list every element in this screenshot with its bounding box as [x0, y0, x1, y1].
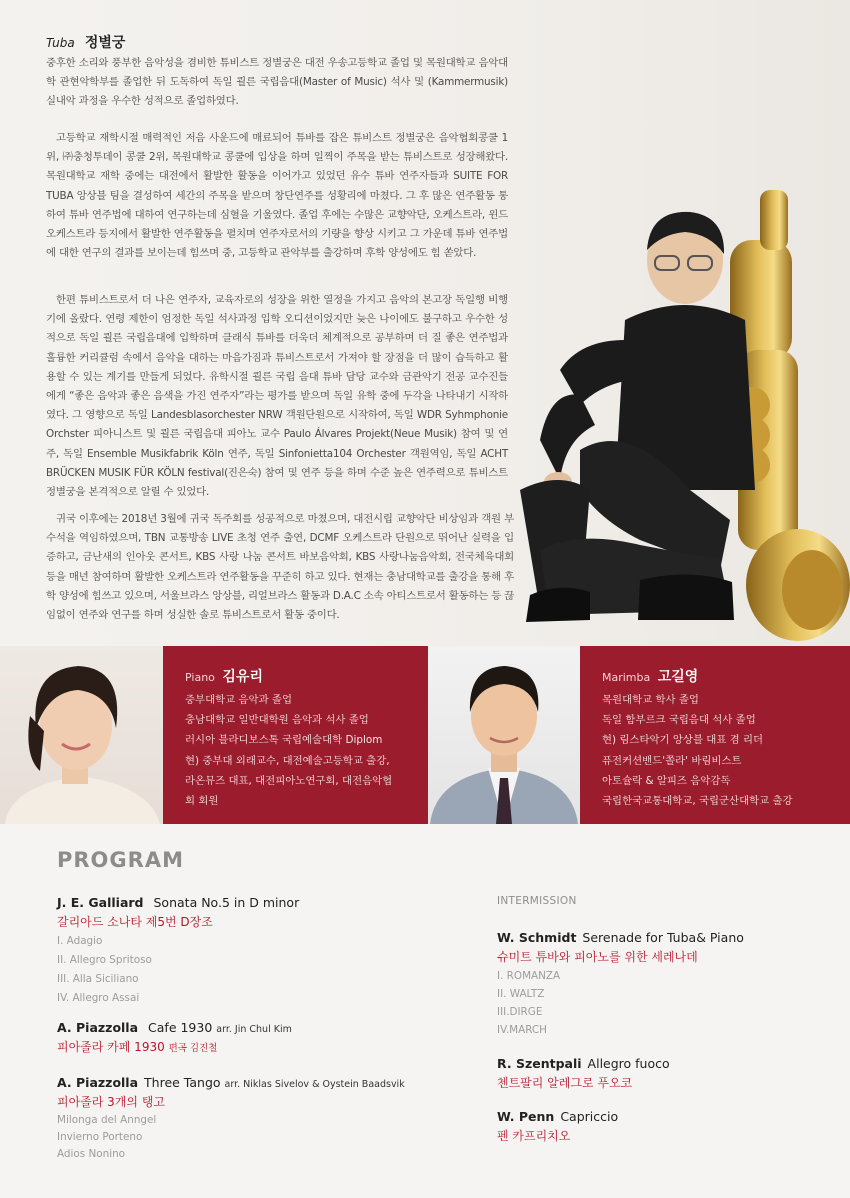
piano-player-name: 김유리 — [222, 669, 263, 685]
piece-title-line — [497, 1056, 670, 1071]
piece-title-line — [57, 1020, 292, 1035]
tuba-heading — [46, 32, 125, 52]
marimba-career-list — [602, 690, 850, 811]
tuba-player-name: 정별궁 — [84, 35, 126, 51]
piece-korean-title: 슈미트 튜바와 피아노를 위한 세레나데 — [497, 950, 698, 964]
list-item: 러시아 블라디보스톡 국립예술대학 Diplom — [185, 734, 383, 747]
movement: I. Adagio — [57, 935, 103, 947]
movement: III.DIRGE — [497, 1006, 543, 1018]
program-piece — [57, 1075, 405, 1163]
piece-korean-name: 피아졸라 카페 1930 — [57, 1040, 165, 1054]
tuba-bio-paragraph: 한편 튜비스트로서 더 나은 연주자, 교육자로의 성장을 위한 열정을 가지고 음악의 본고장 독일행 비행기에 올랐다. 연령 제한이 엄정한 독일 석사과정 입학 오디션이었지만 늦은 나이에도 불구하고 우수한 성적으로 독일 쾰른 국립음대에 입학하며 클래식 튜바를 더욱더 체계적으로 공부하며 더 질 좋은 연주법과 훌륭한 커리큘럼 속에서 음악을 대하는 마음가짐과 튜비스트로서 가져야 할 장점을 더 많이 습득하고 활용할 수 있는 계기를 만들게 되었다. 유학시절 쾰른 국립 음대 튜바 담당 교수와 금관악기 전공 교수진들에게 “좋은 음악과 좋은 음색을 가진 연주자”라는 평가를 받으며 독일 유학 중에 두각을 나타내기 시작하였다. 그 영향으로 독일 Landesblasorchester NRW 객원단원으로 시작하여, 독일 WDR Syhmphonie Orchster 피아니스트 및 쾰른 국립음대 피아노 교수 Paulo Álvares Projekt(Neue Musik) 참여 및 연주, 독일 Ensemble Musikfabrik Köln 연주, 독일 Sinfonietta104 Orchester 객원역임, 독일 ACHT BRÜCKEN MUSIK FÜR KÖLN festival(진은숙) 참여 및 연주 등을 하며 수준 높은 연주력으로 튜비스트 정별궁을 본격적으로 알릴 수 있었다. — [46, 294, 508, 499]
list-item: 중부대학교 음악과 졸업 — [185, 694, 292, 706]
piano-career-list — [185, 690, 428, 811]
movement: Invierno Porteno — [57, 1131, 143, 1143]
program-piece — [497, 930, 744, 1039]
piece-work: Sonata No.5 in D minor — [153, 895, 300, 910]
piece-work: Capriccio — [560, 1109, 619, 1124]
program-piece — [497, 1056, 670, 1091]
list-item: 현) 림스타악기 앙상블 대표 겸 리더 — [602, 734, 764, 747]
program-title: PROGRAM — [57, 848, 184, 872]
piece-title-line — [497, 930, 744, 945]
tuba-player-photo — [520, 190, 850, 646]
program-piece — [57, 1020, 292, 1055]
movement: Milonga del Anngel — [57, 1114, 157, 1126]
list-item: 아토슐락 & 알피즈 음악감독 — [602, 774, 731, 787]
performers-band — [0, 646, 850, 824]
marimba-player-name: 고길영 — [657, 669, 699, 685]
list-item: 현) 중부대 외래교수, 대전예술고등학교 출강, — [185, 754, 390, 767]
movement: II. WALTZ — [497, 988, 545, 1000]
movement: IV. Allegro Assai — [57, 992, 140, 1004]
movement: III. Alla Siciliano — [57, 973, 139, 985]
piece-korean-arranger: 편곡 김진철 — [168, 1043, 218, 1054]
piece-arranger: arr. Jin Chul Kim — [216, 1024, 292, 1035]
movement-list — [57, 932, 299, 1008]
piece-composer: R. Szentpali — [497, 1056, 582, 1071]
piece-work: Cafe 1930 — [148, 1020, 213, 1035]
piece-work: Serenade for Tuba& Piano — [582, 930, 744, 945]
list-item: 퓨전커션밴드'쫄라' 바림비스트 — [602, 754, 742, 767]
marimba-info-panel — [580, 646, 850, 824]
marimba-instrument-label: Marimba — [602, 671, 651, 684]
list-item: 국립한국교통대학교, 국립군산대학교 출강 — [602, 795, 793, 808]
list-item: 회 회원 — [185, 795, 219, 808]
piano-instrument-label: Piano — [185, 671, 215, 684]
piece-composer: A. Piazzolla — [57, 1075, 139, 1090]
piece-composer: W. Schmidt — [497, 930, 577, 945]
program-piece — [57, 895, 299, 1008]
movement-list — [57, 1112, 405, 1163]
piece-korean-title: 피아졸라 3개의 탱고 — [57, 1095, 166, 1109]
piece-title-line — [497, 1109, 618, 1124]
list-item: 독일 함부르크 국립음대 석사 졸업 — [602, 714, 756, 727]
marimba-player-portrait — [428, 646, 580, 824]
piece-title-line — [57, 1075, 405, 1090]
movement: II. Allegro Spritoso — [57, 954, 152, 966]
piece-korean-title: 첸트팔리 알레그로 푸오코 — [497, 1076, 633, 1090]
piece-korean-title: 펜 카프리치오 — [497, 1129, 571, 1143]
piece-composer: A. Piazzolla — [57, 1020, 139, 1035]
intermission-label: INTERMISSION — [497, 895, 577, 907]
piece-title-line — [57, 895, 299, 910]
tuba-bio-paragraph: 중후한 소리와 풍부한 음악성을 겸비한 튜비스트 정별궁은 대전 우송고등학교 졸업 및 목원대학교 음악대학 관현악학부를 졸업한 뒤 도독하여 독일 쾰른 국립음대(Master of Music) 석사 및 (Kammermusik) 실내악 과정을 우수한 성적으로 졸업하였다. — [46, 57, 508, 108]
piece-korean-title — [57, 1038, 292, 1055]
piece-korean-title: 갈리아드 소나타 제5번 D장조 — [57, 915, 213, 929]
list-item: 충남대학교 일반대학원 음악과 석사 졸업 — [185, 714, 369, 727]
list-item: 라온뮤즈 대표, 대전피아노연구회, 대전음악협 — [185, 774, 393, 787]
movement-list — [497, 967, 744, 1039]
program-piece — [497, 1109, 618, 1144]
piece-work: Three Tango — [144, 1075, 221, 1090]
marimba-heading — [602, 666, 850, 686]
tuba-bio-paragraph: 귀국 이후에는 2018년 3월에 귀국 독주회를 성공적으로 마쳤으며, 대전시립 교향악단 비상임과 객원 부수석을 역임하였으며, TBN 교통방송 LIVE 초청 연주 출연, DCMF 오케스트라 단원으로 뛰어난 실력을 입증하고, 금난새의 인아웃 콘서트, KBS 사랑 나눔 콘서트 바보음악회, KBS 사랑나눔음악회, 전국체육대회 등을 매년 참여하며 활발한 오케스트라 연주활동을 꾸준히 하고 있다. 현재는 충남대학교를 출강을 통해 후학 양성에 힘쓰고 있으며, 서울브라스 앙상블, 리얼브라스 활동과 D.A.C 소속 아티스트로서 활동하는 등 끊임없이 연주와 연구를 하며 성실한 솔로 튜비스트로서 활동 중이다. — [46, 513, 514, 622]
piece-arranger: arr. Niklas Sivelov & Oystein Baadsvik — [224, 1079, 405, 1090]
piano-heading — [185, 666, 428, 686]
piece-composer: W. Penn — [497, 1109, 555, 1124]
piece-work: Allegro fuoco — [587, 1056, 670, 1071]
piece-composer: J. E. Galliard — [57, 895, 144, 910]
tuba-instrument-label: Tuba — [46, 36, 75, 50]
piano-player-portrait — [0, 646, 163, 824]
tuba-bio-paragraph: 고등학교 재학시절 매력적인 저음 사운드에 매료되어 튜바를 잡은 튜비스트 정별궁은 음악협회콩쿨 1위, ㈜충청투데이 콩쿨 2위, 목원대학교 콩쿨에 입상을 하며 일찍이 주목을 받는 튜비스트로 성장해왔다. 목원대학교 재학 중에는 대전에서 활발한 활동을 이어가고 있었던 유수 튜바 연주자들과 SUITE FOR TUBA 앙상블 팀을 결성하여 세간의 주목을 받으며 창단연주를 성황리에 마쳤다. 그 후 많은 연주활동 통하여 튜바 연주법에 대하여 연구하는데 심혈을 기울였다. 졸업 후에는 수많은 교향악단, 오케스트라, 윈드 오케스트라 등지에서 활발한 연주활동을 펼치며 연주자로서의 기량을 향상 시키고 그 가운데 튜바 연주법에 대한 연구의 결과를 보이는데 힘쓰며 중, 고등학교 관악부를 출강하며 후학 양성에도 힘 쏟았다. — [46, 132, 508, 260]
movement: IV.MARCH — [497, 1024, 547, 1036]
piano-info-panel — [163, 646, 428, 824]
list-item: 목원대학교 학사 졸업 — [602, 694, 699, 706]
movement: I. ROMANZA — [497, 970, 561, 982]
movement: Adios Nonino — [57, 1148, 126, 1160]
